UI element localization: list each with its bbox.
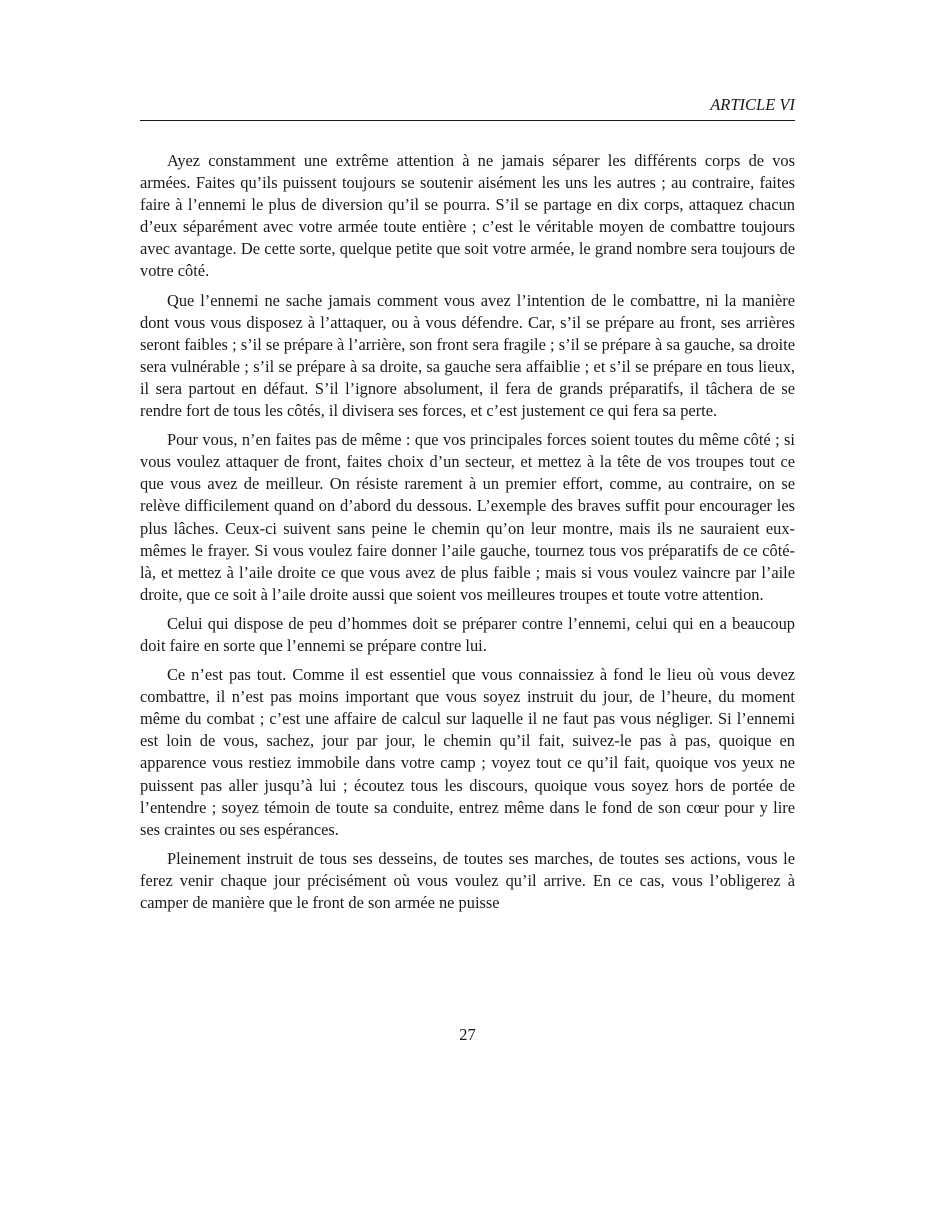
- page-number: 27: [459, 1025, 476, 1044]
- paragraph: Ayez constamment une extrême attention à ne jamais séparer les différents corps de vos armées. Faites qu’ils puissent toujours se soutenir aisément les uns les autres ; au contraire, faites faire à l’ennemi le plus de diversion qu’il se pourra. S’il se partage en dix corps, attaquez chacun d’eux séparément avec votre armée toute entière ; c’est le véritable moyen de combattre toujours avec avantage. De cette sorte, quelque petite que soit votre armée, le grand nombre sera toujours de votre côté.: [140, 151, 795, 281]
- paragraph: Pour vous, n’en faites pas de même : que vos principales forces soient toutes du même côté ; si vous voulez attaquer de front, faites choix d’un secteur, et mettez à la tête de vos troupes tout ce que vous avez de meilleur. On résiste rarement à un premier effort, comme, au contraire, on se relève difficilement quand on d’abord du dessous. L’exemple des braves suffit pour encourager les plus lâches. Ceux-ci suivent sans peine le chemin qu’on leur montre, mais ils ne sauraient eux-mêmes le frayer. Si vous voulez faire donner l’aile gauche, tournez tous vos préparatifs de ce côté-là, et mettez à l’aile droite ce que vous avez de plus faible ; mais si vous voulez vaincre par l’aile droite, que ce soit à l’aile droite aussi que soient vos meilleures troupes et toute votre attention.: [140, 430, 795, 604]
- chapter-title: ARTICLE VI: [710, 95, 795, 114]
- paragraph: Que l’ennemi ne sache jamais comment vous avez l’intention de le combattre, ni la manière dont vous vous disposez à l’attaquer, ou à vous défendre. Car, s’il se prépare au front, ses arrières seront faibles ; s’il se prépare à l’arrière, son front sera fragile ; s’il se prépare à sa gauche, sa droite sera vulnérable ; s’il se prépare à sa droite, sa gauche sera affaiblie ; et s’il se prépare en tous lieux, il sera partout en défaut. S’il l’ignore absolument, il fera de grands préparatifs, il tâchera de se rendre fort de tous les côtés, il divisera ses forces, et c’est justement ce qui fera sa perte.: [140, 290, 795, 421]
- running-header: [140, 93, 795, 121]
- body-text: [140, 150, 795, 921]
- paragraph: Ce n’est pas tout. Comme il est essentiel que vous connaissiez à fond le lieu où vous devez combattre, il n’est pas moins important que vous soyez instruit du jour, de l’heure, du moment même du combat ; c’est une affaire de calcul sur laquelle il ne faut pas vous négliger. Si l’ennemi est loin de vous, sachez, jour par jour, le chemin qu’il fait, suivez-le pas à pas, quoique en apparence vous restiez immobile dans votre camp ; voyez tout ce qu’il fait, quoique vos yeux ne puissent pas aller jusqu’à lui ; écoutez tous les discours, quoique vous soyez hors de portée de l’entendre ; soyez témoin de toute sa conduite, entrez même dans le fond de son cœur pour y lire ses craintes ou ses espérances.: [140, 665, 795, 839]
- paragraph: Celui qui dispose de peu d’hommes doit se préparer contre l’ennemi, celui qui en a beaucoup doit faire en sorte que l’ennemi se prépare contre lui.: [140, 613, 795, 655]
- paragraph: Pleinement instruit de tous ses desseins, de toutes ses marches, de toutes ses actions, vous le ferez venir chaque jour précisément où vous voulez qu’il arrive. En ce cas, vous l’obligerez à camper de manière que le front de son armée ne puisse: [140, 848, 795, 912]
